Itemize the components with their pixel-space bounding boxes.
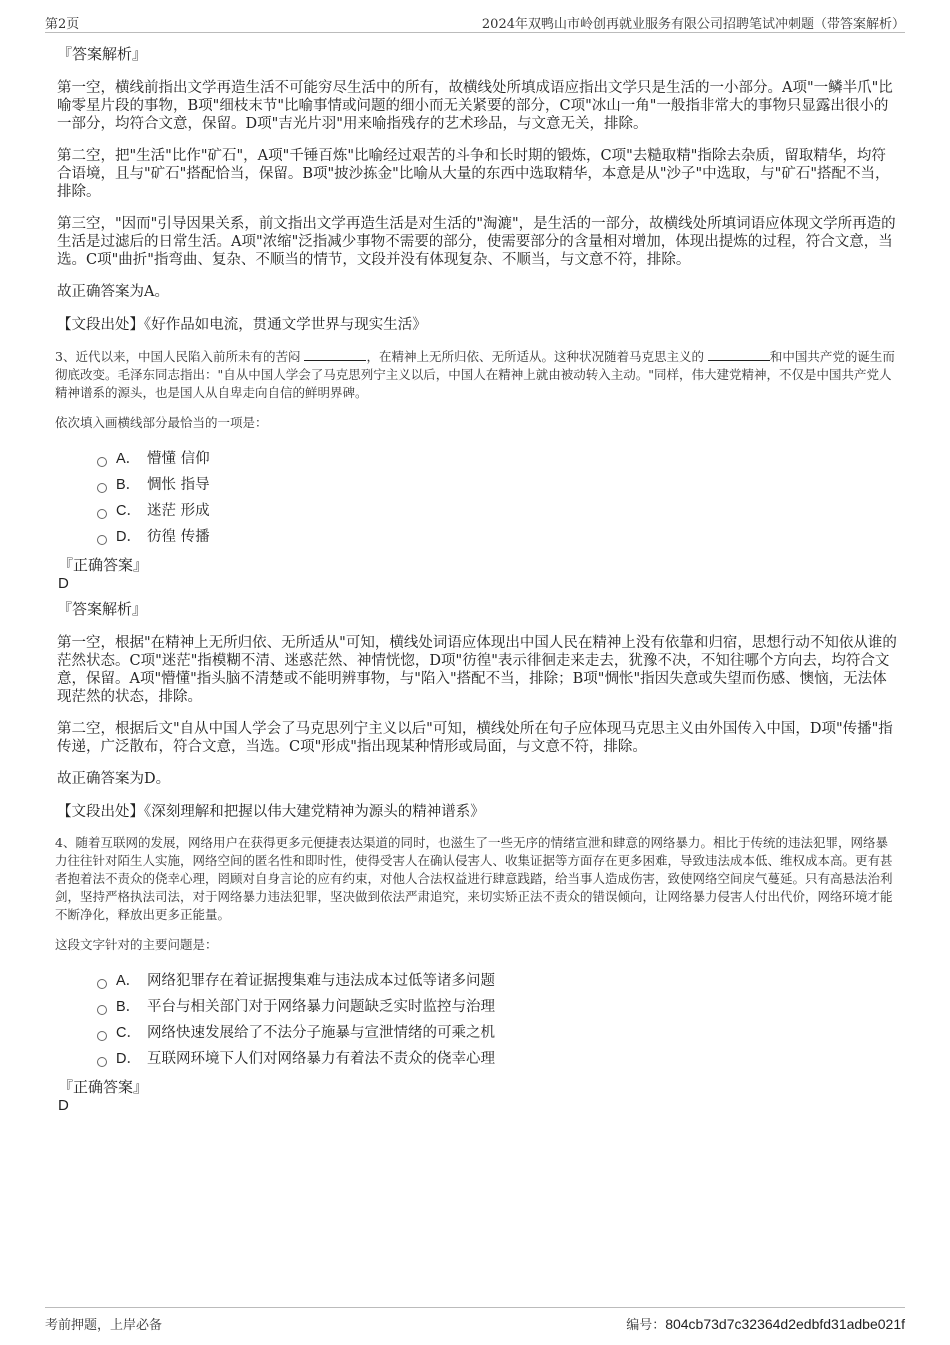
option-letter: B． bbox=[116, 999, 141, 1015]
q3-stem bbox=[55, 347, 900, 402]
q4-stem: 4、随着互联网的发展，网络用户在获得更多元便捷表达渠道的同时，也滋生了一些无序的情绪宣泄和肆意的网络暴力。相比于传统的违法犯罪，网络暴力往往针对陌生人实施，网络空间的匿名性和即时性，使得受害人在确认侵害人、收集证据等方面存在更多困难，导致违法成本低、维权成本高。更有甚者抱着法不责众的侥幸心理，罔顾对自身言论的应有约束，对他人合法权益进行肆意践踏，给当事人造成伤害，致使网络空间戾气蔓延。只有高悬法治利剑，坚持严格执法司法，对于网络暴力违法犯罪，坚决做到依法严肃追究，来切实矫正法不责众的错误倾向，让网络暴力侵害人付出代价，网络环境才能不断净化，释放出更多正能量。 bbox=[55, 835, 893, 922]
radio-icon[interactable] bbox=[97, 1005, 107, 1015]
q2-explanation-3: 第三空，"因而"引导因果关系，前文指出文学再造生活是对生活的"淘漉"，是生活的一部分，故横线处所填词语应体现文学所再造的生活是过滤后的日常生活。A项"浓缩"泛指减少事物不需要的部分，使需要部分的含量相对增加，体现出提炼的过程，符合文意，当选。C项"曲折"指弯曲、复杂、不顺当的情节，文段并没有体现复杂、不顺当，与文意不符，排除。 bbox=[57, 216, 896, 268]
option-letter: C． bbox=[116, 1025, 141, 1041]
q3-option-b[interactable] bbox=[97, 472, 900, 498]
radio-icon[interactable] bbox=[97, 1031, 107, 1041]
q2-explanation-2: 第二空，把"生活"比作"矿石"，A项"千锤百炼"比喻经过艰苦的斗争和长时期的锻炼，C项"去糙取精"指除去杂质，留取精华，均符合语境，且与"矿石"搭配恰当，保留。B项"披沙拣金"比喻从大量的东西中选取精华，本意是从"沙子"中选取，与"矿石"搭配不当，排除。 bbox=[57, 148, 890, 200]
option-letter: D． bbox=[116, 1051, 141, 1067]
q3-option-c[interactable] bbox=[97, 498, 900, 524]
option-text: 网络犯罪存在着证据搜集难与违法成本过低等诸多问题 bbox=[147, 973, 495, 989]
q3-source bbox=[57, 802, 900, 822]
radio-icon[interactable] bbox=[97, 535, 107, 545]
q4-options bbox=[97, 968, 900, 1072]
blank-line bbox=[708, 347, 770, 361]
q3-option-a[interactable] bbox=[97, 446, 900, 472]
option-letter: A． bbox=[116, 451, 141, 467]
document-code bbox=[626, 1314, 905, 1333]
q4-prompt: 这段文字针对的主要问题是： bbox=[55, 937, 218, 952]
option-text: 彷徨 传播 bbox=[147, 529, 210, 545]
document-title: 2024年双鸭山市岭创再就业服务有限公司招聘笔试冲刺题（带答案解析） bbox=[481, 17, 905, 32]
page-number: 第2页 bbox=[45, 17, 80, 32]
analysis-label: 『答案解析』 bbox=[57, 600, 148, 618]
q3-option-d[interactable] bbox=[97, 524, 900, 550]
q4-option-d[interactable] bbox=[97, 1046, 900, 1072]
radio-icon[interactable] bbox=[97, 979, 107, 989]
radio-icon[interactable] bbox=[97, 509, 107, 519]
q3-explanation-1: 第一空，根据"在精神上无所归依、无所适从"可知，横线处词语应体现出中国人民在精神上没有依靠和归宿，思想行动不知依从谁的茫然状态。C项"迷茫"指模糊不清、迷惑茫然、神情恍惚，D项"彷徨"表示徘徊走来走去，犹豫不决，不知往哪个方向去，均符合文意，保留。A项"懵懂"指头脑不清楚或不能明辨事物，与"陷入"搭配不当，排除；B项"惆怅"指因失意或失望而伤感、懊恼，无法体现茫然的状态，排除。 bbox=[57, 635, 897, 705]
q3-stem-part1: 3、近代以来，中国人民陷入前所未有的苦闷 bbox=[55, 349, 305, 364]
radio-icon[interactable] bbox=[97, 483, 107, 493]
footer-note: 考前押题，上岸必备 bbox=[45, 1318, 163, 1333]
analysis-label: 『答案解析』 bbox=[57, 45, 148, 63]
option-text: 懵懂 信仰 bbox=[147, 451, 210, 467]
option-letter: C． bbox=[116, 503, 141, 519]
q4-answer: D bbox=[58, 1097, 69, 1114]
q4-option-b[interactable] bbox=[97, 994, 900, 1020]
q2-conclusion: 故正确答案为A。 bbox=[57, 284, 169, 300]
q3-stem-part2: ，在精神上无所归依、无所适从。这种状况随着马克思主义的 bbox=[366, 349, 708, 364]
source-label: 【文段出处】 bbox=[57, 317, 144, 333]
q3-conclusion: 故正确答案为D。 bbox=[57, 771, 171, 787]
correct-answer-label: 『正确答案』 bbox=[58, 556, 149, 574]
source-label: 【文段出处】 bbox=[57, 804, 144, 820]
option-text: 平台与相关部门对于网络暴力问题缺乏实时监控与治理 bbox=[147, 999, 495, 1015]
option-letter: B． bbox=[116, 477, 141, 493]
q2-source bbox=[57, 315, 900, 335]
page-footer bbox=[45, 1307, 905, 1332]
option-text: 网络快速发展给了不法分子施暴与宣泄情绪的可乘之机 bbox=[147, 1025, 495, 1041]
correct-answer-label: 『正确答案』 bbox=[58, 1078, 149, 1096]
option-letter: D． bbox=[116, 529, 141, 545]
page-header bbox=[45, 10, 905, 33]
source-title: 《好作品如电流，贯通文学世界与现实生活》 bbox=[144, 317, 427, 333]
q3-prompt: 依次填入画横线部分最恰当的一项是： bbox=[55, 415, 268, 430]
source-title: 《深刻理解和把握以伟大建党精神为源头的精神谱系》 bbox=[144, 804, 485, 820]
option-text: 互联网环境下人们对网络暴力有着法不责众的侥幸心理 bbox=[147, 1051, 495, 1067]
code-value: 804cb73d7c32364d2edbfd31adbe021f bbox=[665, 1316, 905, 1332]
page-content bbox=[55, 44, 900, 1119]
option-text: 迷茫 形成 bbox=[147, 503, 210, 519]
q4-option-a[interactable] bbox=[97, 968, 900, 994]
q3-answer: D bbox=[58, 575, 69, 592]
radio-icon[interactable] bbox=[97, 457, 107, 467]
code-label: 编号： bbox=[626, 1318, 666, 1333]
q4-option-c[interactable] bbox=[97, 1020, 900, 1046]
radio-icon[interactable] bbox=[97, 1057, 107, 1067]
q3-options bbox=[97, 446, 900, 550]
option-text: 惆怅 指导 bbox=[147, 477, 210, 493]
q2-explanation-1: 第一空，横线前指出文学再造生活不可能穷尽生活中的所有，故横线处所填成语应指出文学只是生活的一小部分。A项"一鳞半爪"比喻零星片段的事物，B项"细枝末节"比喻事情或问题的细小而无关紧要的部分，C项"冰山一角"一般指非常大的事物只显露出很小的一部分，均符合文意，保留。D项"吉光片羽"用来喻指残存的艺术珍品，与文意无关，排除。 bbox=[57, 80, 893, 132]
blank-line bbox=[304, 347, 366, 361]
q3-stem-part3: 和中国共产党的诞生而彻底改变。毛泽东同志指出："自从中国人学会了马克思列宁主义以后，中国人在精神上就由被动转入主动。"同样，伟大建党精神，不仅是中国共产党人精神谱系的源头，也是国人从自卑走向自信的鲜明界碑。 bbox=[55, 349, 895, 400]
q3-explanation-2: 第二空，根据后文"自从中国人学会了马克思列宁主义以后"可知，横线处所在句子应体现马克思主义由外国传入中国，D项"传播"指传递，广泛散布，符合文意，当选。C项"形成"指出现某种情形或局面，与文意不符，排除。 bbox=[57, 721, 893, 755]
option-letter: A． bbox=[116, 973, 141, 989]
